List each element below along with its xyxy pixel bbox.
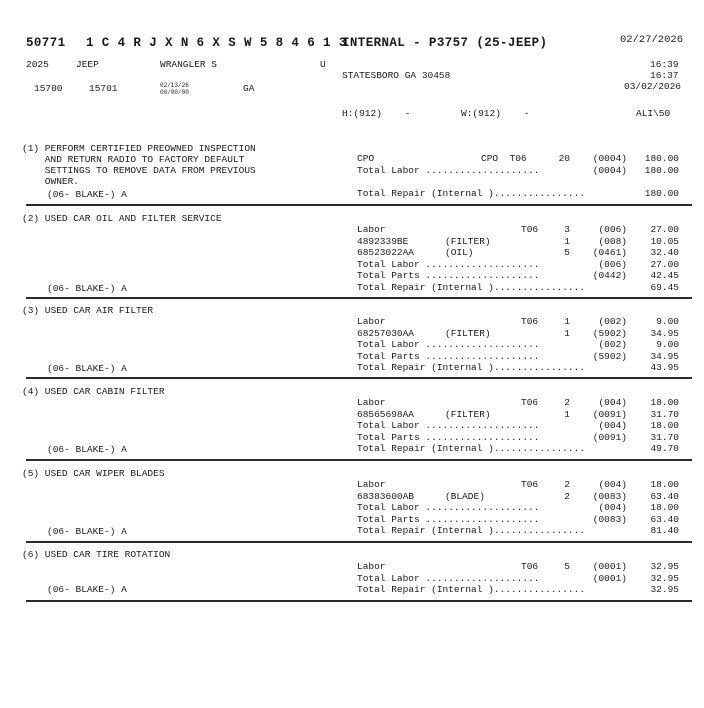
- customer-city: STATESBORO GA 30458: [342, 70, 451, 81]
- total-repair: Total Repair (Internal )................ 49.70: [357, 443, 679, 455]
- line-item: Labor T06 2 (004) 18.00: [357, 397, 679, 408]
- technician: (06- BLAKE-) A: [47, 444, 127, 455]
- small-date-2: 00/00/00: [160, 89, 189, 96]
- used-flag: U: [320, 59, 326, 70]
- account-number-1: 15700: [34, 83, 63, 94]
- section-3-title: (3) USED CAR AIR FILTER: [22, 305, 154, 316]
- section-divider: [26, 600, 692, 602]
- total-repair: Total Repair (Internal )................ 180.00: [357, 188, 679, 199]
- date-promised: 03/02/2026: [624, 81, 682, 92]
- section-6-title: (6) USED CAR TIRE ROTATION: [22, 549, 171, 560]
- ro-type: INTERNAL - P3757 (25-JEEP): [342, 36, 548, 50]
- section-divider: [26, 459, 692, 461]
- total-parts: Total Parts .................... (5902) 34.95: [357, 350, 679, 362]
- total-parts: Total Parts .................... (0083) 63.40: [357, 513, 679, 525]
- time-out: 16:37: [650, 70, 679, 81]
- account-number-2: 15701: [89, 83, 118, 94]
- ro-number: 50771: [26, 36, 66, 50]
- vin: 1 C 4 R J X N 6 X S W 5 8 4 6 1 3: [86, 36, 347, 50]
- technician: (06- BLAKE-) A: [47, 363, 127, 374]
- section-1-title: (1) PERFORM CERTIFIED PREOWNED INSPECTION AND RETURN RADIO TO FACTORY DEFAULT SETTINGS TO REMOVE DATA FROM PREVIOUS OWNER.: [22, 143, 256, 187]
- vehicle-model: WRANGLER S: [160, 59, 218, 70]
- section-divider: [26, 297, 692, 299]
- small-date-1: 02/13/26: [160, 82, 189, 89]
- vehicle-make: JEEP: [76, 59, 99, 70]
- total-parts: Total Parts .................... (0091) 31.70: [357, 431, 679, 443]
- line-item: Labor T06 1 (002) 9.00: [357, 316, 679, 327]
- line-item: CPO CPO T06 20 (0004) 180.00: [357, 153, 679, 164]
- line-item: Labor T06 5 (0001) 32.95: [357, 561, 679, 572]
- section-5-title: (5) USED CAR WIPER BLADES: [22, 468, 165, 479]
- total-labor: Total Labor .................... (0001) 32.95: [357, 572, 679, 584]
- technician: (06- BLAKE-) A: [47, 584, 127, 595]
- total-repair: Total Repair (Internal )................ 69.45: [357, 282, 679, 293]
- line-item: 68523022AA (OIL) 5 (0461) 32.40: [357, 247, 679, 259]
- section-divider: [26, 541, 692, 543]
- line-item: 4892339BE (FILTER) 1 (008) 10.05: [357, 235, 679, 247]
- line-item: Labor T06 2 (004) 18.00: [357, 479, 679, 490]
- section-divider: [26, 204, 692, 206]
- work-phone: W:(912) -: [461, 108, 530, 119]
- section-2-title: (2) USED CAR OIL AND FILTER SERVICE: [22, 213, 222, 224]
- section-divider: [26, 377, 692, 379]
- state: GA: [243, 83, 255, 94]
- line-item: 68565698AA (FILTER) 1 (0091) 31.70: [357, 408, 679, 420]
- total-parts: Total Parts .................... (0442) 42.45: [357, 270, 679, 282]
- total-labor: Total Labor .................... (006) 27.00: [357, 258, 679, 270]
- total-repair: Total Repair (Internal )................ 32.95: [357, 584, 679, 596]
- technician: (06- BLAKE-) A: [47, 526, 127, 537]
- home-phone: H:(912) -: [342, 108, 411, 119]
- line-item: 68257030AA (FILTER) 1 (5902) 34.95: [357, 327, 679, 339]
- total-labor: Total Labor .................... (002) 9.00: [357, 339, 679, 351]
- technician: (06- BLAKE-) A: [47, 283, 127, 294]
- line-item: 68383600AB (BLADE) 2 (0083) 63.40: [357, 490, 679, 502]
- line-item: Labor T06 3 (006) 27.00: [357, 224, 679, 235]
- vehicle-year: 2025: [26, 59, 49, 70]
- total-repair: Total Repair (Internal )................ 81.40: [357, 525, 679, 537]
- section-4-title: (4) USED CAR CABIN FILTER: [22, 386, 165, 397]
- total-labor: Total Labor .................... (004) 18.00: [357, 420, 679, 432]
- advisor: ALI\50: [636, 108, 671, 119]
- time-in: 16:39: [650, 59, 679, 70]
- total-labor: Total Labor .................... (004) 18.00: [357, 502, 679, 514]
- total-labor: Total Labor .................... (0004) 180.00: [357, 165, 679, 176]
- date-top: 02/27/2026: [620, 34, 684, 46]
- technician: (06- BLAKE-) A: [47, 189, 127, 200]
- total-repair: Total Repair (Internal )................ 43.95: [357, 362, 679, 374]
